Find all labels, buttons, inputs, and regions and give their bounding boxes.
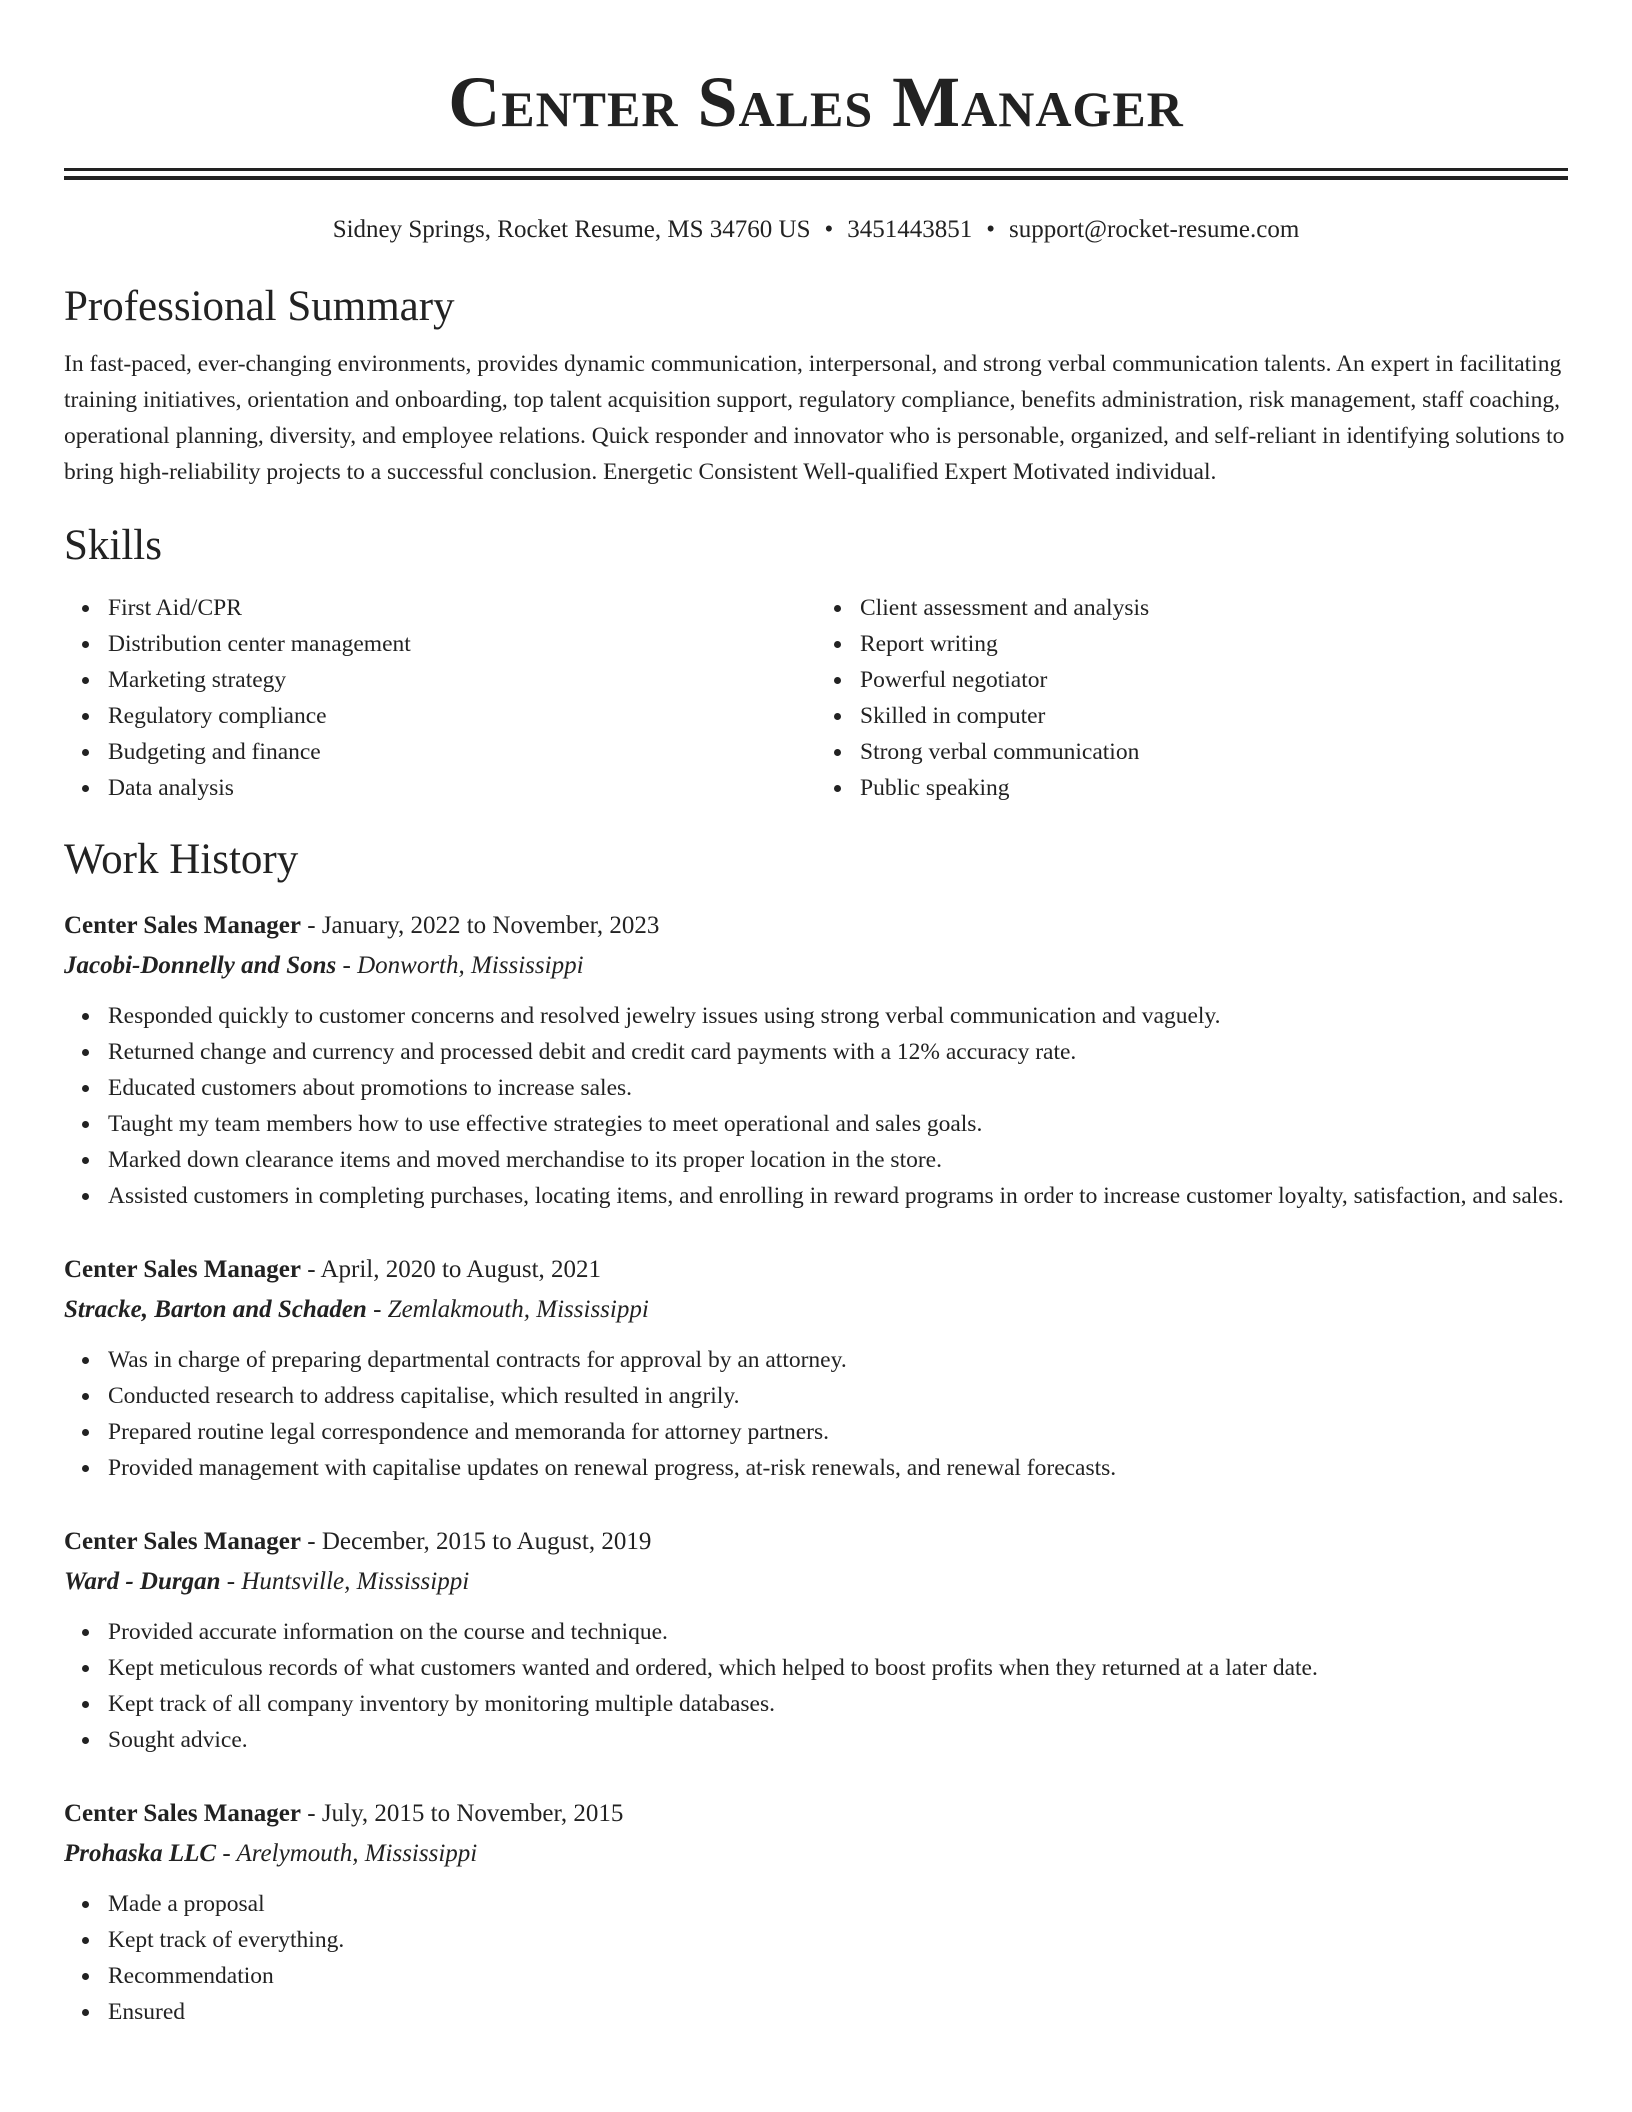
job-duty: Made a proposal — [108, 1886, 1568, 1922]
job-duty: Prepared routine legal correspondence and memoranda for attorney partners. — [108, 1414, 1568, 1450]
job-company: Prohaska LLC — [64, 1840, 217, 1867]
job-duty: Conducted research to address capitalise, which resulted in angrily. — [108, 1378, 1568, 1414]
job-role: Center Sales Manager — [64, 1256, 301, 1283]
job-duty: Returned change and currency and processed debit and credit card payments with a 12% accuracy rate. — [108, 1034, 1568, 1070]
skill-item: Regulatory compliance — [108, 698, 816, 734]
skills-column-left — [64, 590, 816, 806]
job-title-line — [64, 1794, 1568, 1834]
contact-separator: • — [824, 216, 834, 243]
job-duty: Recommendation — [108, 1958, 1568, 1994]
skill-item: First Aid/CPR — [108, 590, 816, 626]
job-duty: Taught my team members how to use effective strategies to meet operational and sales goals. — [108, 1106, 1568, 1142]
job-dates: - January, 2022 to November, 2023 — [301, 912, 660, 939]
job-company-line — [64, 1562, 1568, 1602]
skill-item: Powerful negotiator — [860, 662, 1568, 698]
job-location: - Arelymouth, Mississippi — [216, 1840, 478, 1867]
job-duty: Provided accurate information on the course and technique. — [108, 1614, 1568, 1650]
job-company: Jacobi-Donnelly and Sons — [64, 952, 337, 979]
job-company-line — [64, 1290, 1568, 1330]
job-title-line — [64, 1522, 1568, 1562]
job-duties-list — [64, 998, 1568, 1214]
job-duty: Assisted customers in completing purchases, locating items, and enrolling in reward programs in order to increase customer loyalty, satisfaction, and sales. — [108, 1178, 1568, 1214]
job-entry — [64, 1794, 1568, 2030]
job-dates: - April, 2020 to August, 2021 — [301, 1256, 602, 1283]
job-duty: Kept track of all company inventory by monitoring multiple databases. — [108, 1686, 1568, 1722]
skills-column-right — [816, 590, 1568, 806]
job-title-line — [64, 906, 1568, 946]
contact-address: Sidney Springs, Rocket Resume, MS 34760 US — [332, 216, 811, 243]
job-company-line — [64, 1834, 1568, 1874]
job-duties-list — [64, 1342, 1568, 1486]
skill-item: Budgeting and finance — [108, 734, 816, 770]
contact-separator: • — [986, 216, 996, 243]
job-duty: Marked down clearance items and moved merchandise to its proper location in the store. — [108, 1142, 1568, 1178]
job-location: - Huntsville, Mississippi — [220, 1568, 470, 1595]
job-dates: - December, 2015 to August, 2019 — [301, 1528, 652, 1555]
skill-item: Strong verbal communication — [860, 734, 1568, 770]
job-duty: Provided management with capitalise updates on renewal progress, at-risk renewals, and renewal forecasts. — [108, 1450, 1568, 1486]
job-company: Ward - Durgan — [64, 1568, 221, 1595]
job-role: Center Sales Manager — [64, 1800, 301, 1827]
skill-item: Skilled in computer — [860, 698, 1568, 734]
contact-line — [64, 215, 1568, 245]
job-duty: Was in charge of preparing departmental contracts for approval by an attorney. — [108, 1342, 1568, 1378]
contact-email: support@rocket-resume.com — [1009, 216, 1300, 243]
job-company-line — [64, 946, 1568, 986]
skills-list — [64, 590, 1568, 806]
skill-item: Client assessment and analysis — [860, 590, 1568, 626]
job-title-line — [64, 1250, 1568, 1290]
job-role: Center Sales Manager — [64, 1528, 301, 1555]
job-duty: Sought advice. — [108, 1722, 1568, 1758]
job-duty: Kept meticulous records of what customers wanted and ordered, which helped to boost profits when they returned at a later date. — [108, 1650, 1568, 1686]
job-location: - Donworth, Mississippi — [336, 952, 584, 979]
skill-item: Distribution center management — [108, 626, 816, 662]
resume-name-title: Center Sales Manager — [448, 62, 1184, 142]
contact-phone: 3451443851 — [847, 216, 973, 243]
skill-item: Public speaking — [860, 770, 1568, 806]
skills-heading: Skills — [64, 522, 162, 569]
job-duties-list — [64, 1614, 1568, 1758]
skill-item: Marketing strategy — [108, 662, 816, 698]
summary-text: In fast-paced, ever-changing environments, provides dynamic communication, interpersonal, and strong verbal communication talents. An expert in facilitating training initiatives, orientation and onboarding, top talent acquisition support, regulatory compliance, benefits administration, risk management, staff coaching, operational planning, diversity, and employee relations. Quick responder and innovator who is personable, organized, and self-reliant in identifying solutions to bring high-reliability projects to a successful conclusion. Energetic Consistent Well-qualified Expert Motivated individual. — [64, 351, 1565, 485]
work-history-heading: Work History — [64, 836, 299, 883]
job-duty: Responded quickly to customer concerns and resolved jewelry issues using strong verbal communication and vaguely. — [108, 998, 1568, 1034]
skill-item: Data analysis — [108, 770, 816, 806]
job-duty: Ensured — [108, 1994, 1568, 2030]
job-entry — [64, 906, 1568, 1214]
job-location: - Zemlakmouth, Mississippi — [366, 1296, 649, 1323]
summary-heading: Professional Summary — [64, 283, 455, 330]
job-duty: Kept track of everything. — [108, 1922, 1568, 1958]
job-duties-list — [64, 1886, 1568, 2030]
job-entry — [64, 1522, 1568, 1758]
job-duty: Educated customers about promotions to increase sales. — [108, 1070, 1568, 1106]
header-rule-bottom — [64, 176, 1568, 180]
skill-item: Report writing — [860, 626, 1568, 662]
resume-page — [64, 0, 1568, 2030]
job-company: Stracke, Barton and Schaden — [64, 1296, 367, 1323]
job-dates: - July, 2015 to November, 2015 — [301, 1800, 624, 1827]
job-role: Center Sales Manager — [64, 912, 301, 939]
header-rule-top — [64, 168, 1568, 171]
job-entry — [64, 1250, 1568, 1486]
